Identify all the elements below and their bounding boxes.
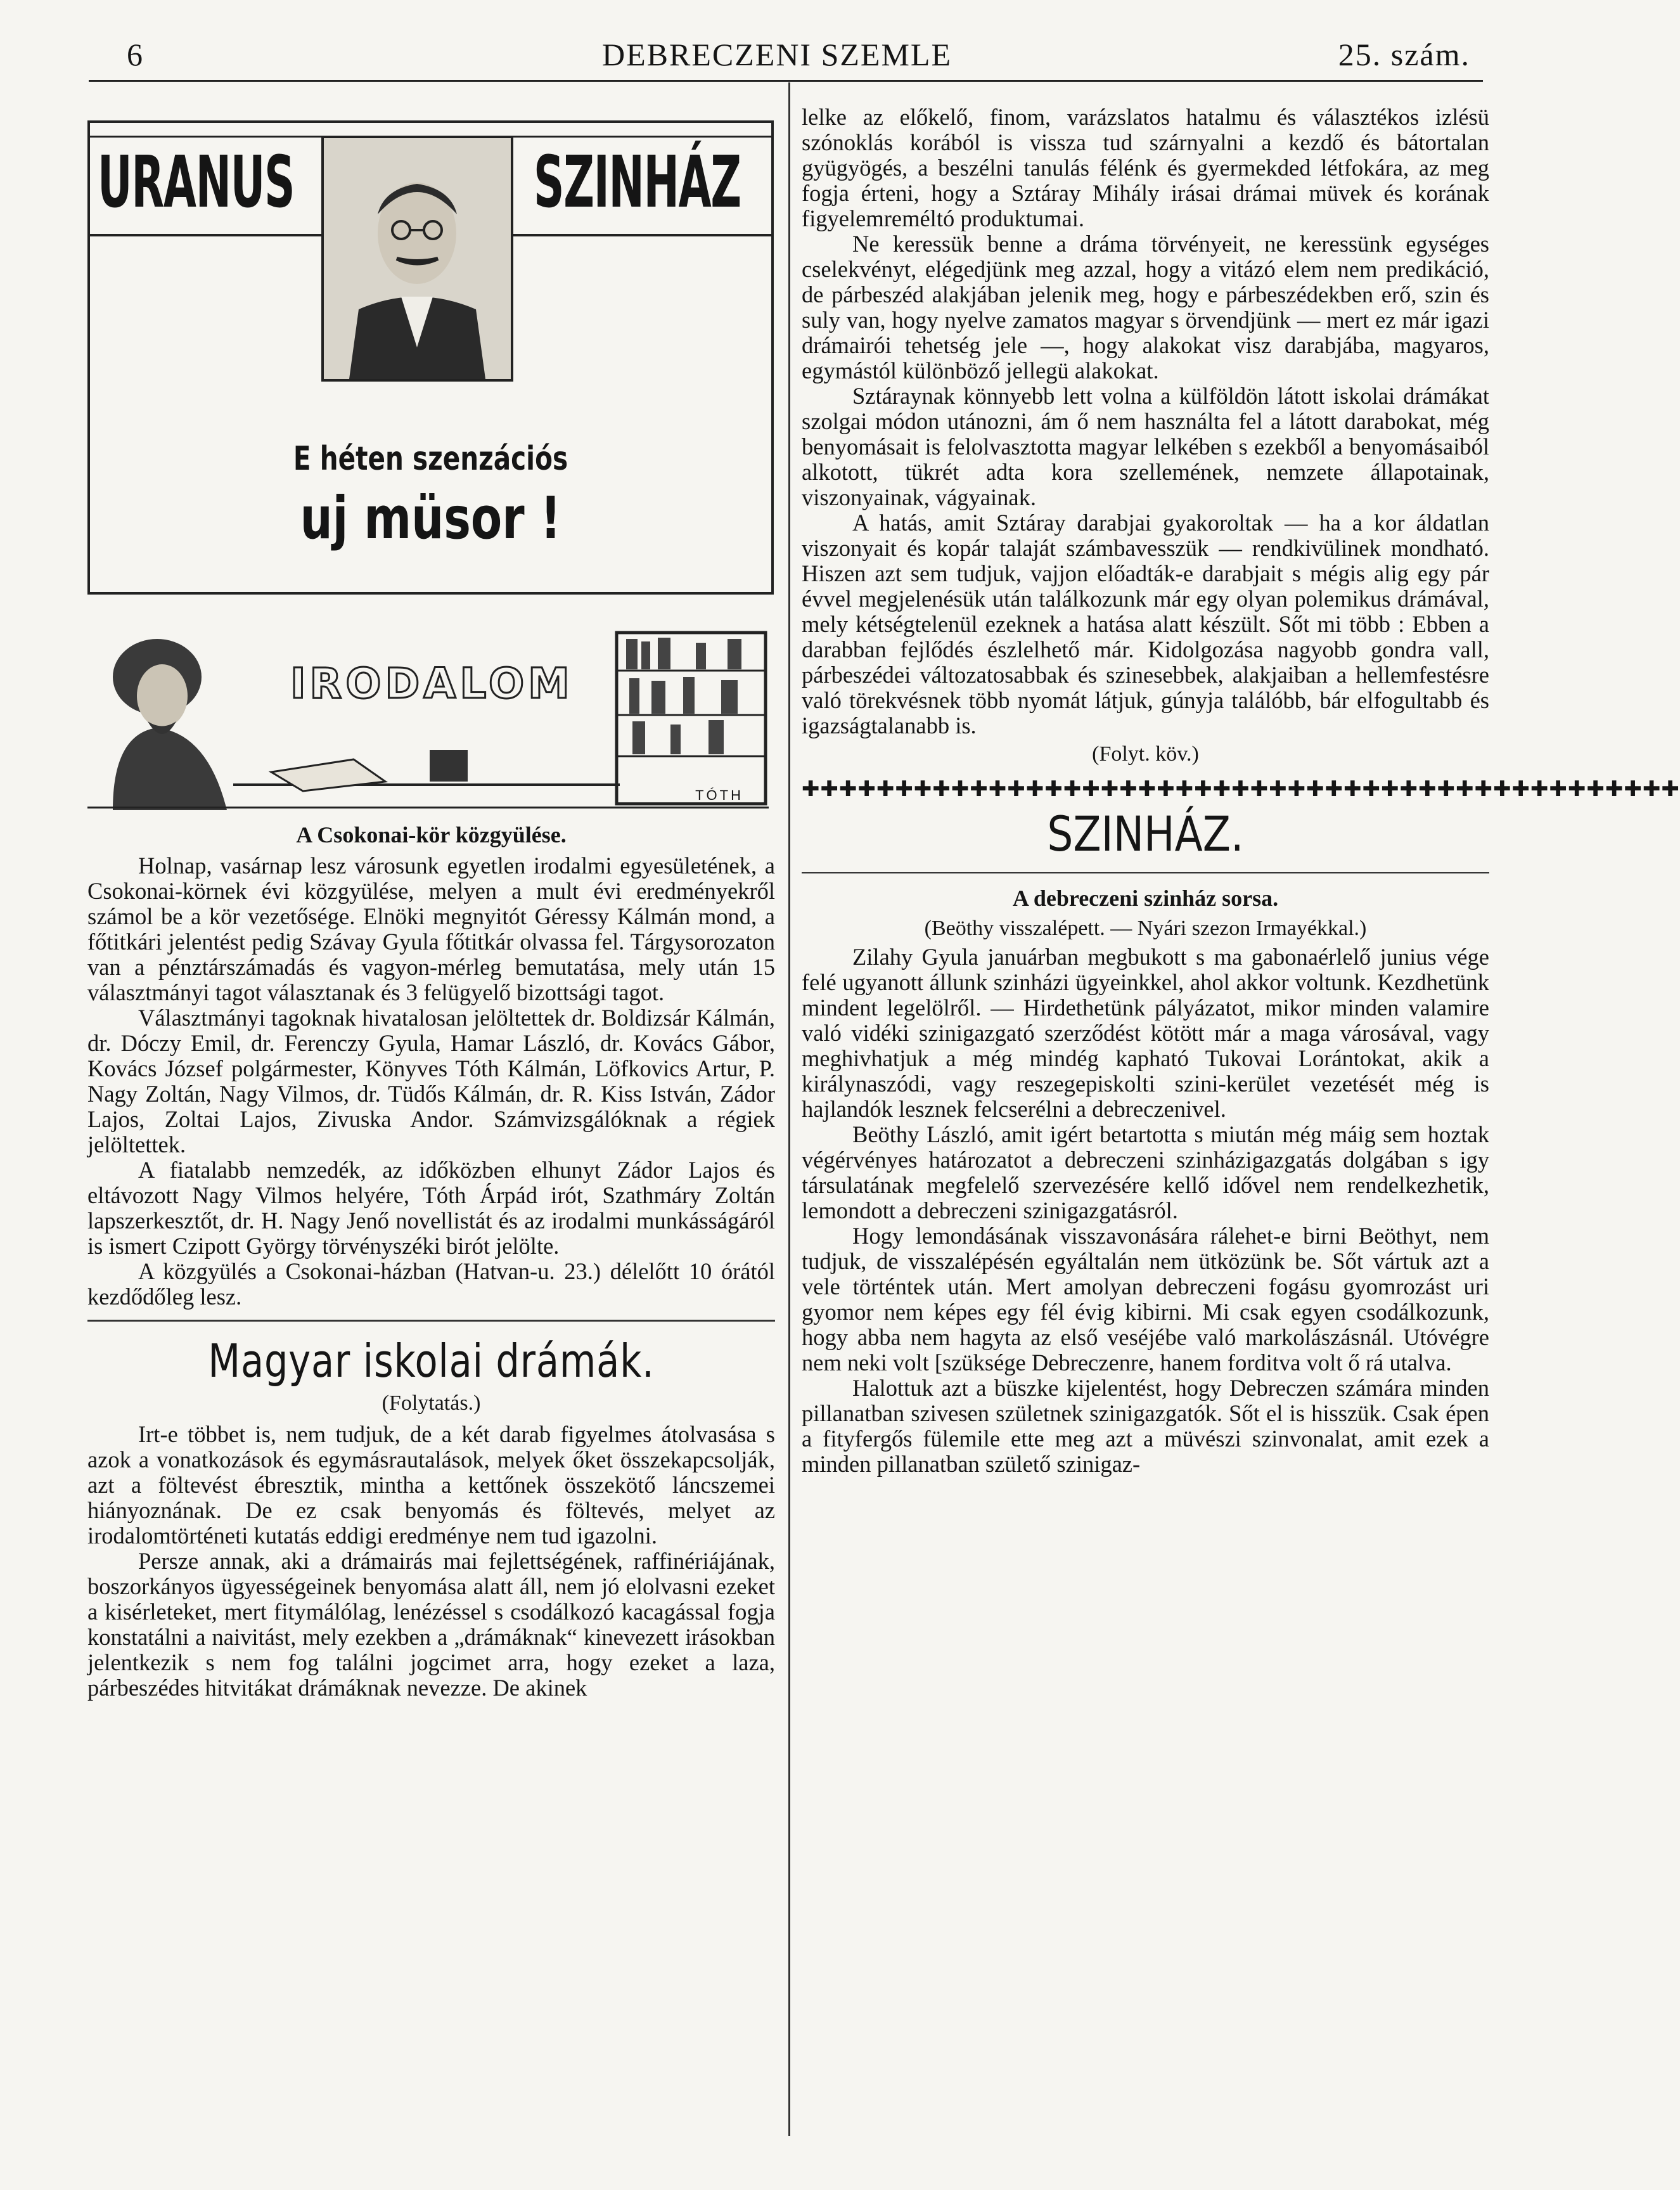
szinhaz-subheading: (Beöthy visszalépett. — Nyári szezon Irmayékkal.) bbox=[924, 917, 1367, 940]
ad-headline: uj müsor ! bbox=[300, 484, 561, 552]
ad-word-left: URANUS bbox=[98, 141, 295, 224]
szinhaz-paragraph: Zilahy Gyula januárban megbukott s ma gabonaérlelő junius vége felé ugyanott állunk szinházi ügyeinkkel, ahol akkor voltunk. Kezdhetünk mindent legelölről. — Hirdethetünk pályázatot, mikor minden valamire való vidéki szinigazgató szerződést kötött már a maga városával, vagy meghivhatjuk a még mindég kapható Tukovai Lorántokat, akik a királynaszódi, vagy reszegepiskolti szini-kerület vezetését még is hajlandók lesznek felcserélni a debreczenivel. bbox=[802, 944, 1489, 1122]
header-rule bbox=[89, 80, 1483, 82]
drama-paragraph: Ne keressük benne a dráma törvényeit, ne keressünk egységes cselekvényt, elégedjünk meg azzal, hogy a vitázó elem nem predikáció, de párbeszéd alakjában jelenik meg, hogy e párbeszédekben erő, szin és suly van, hogy nyelve zamatos magyar s örvendjünk — mert ez már igazi drámairói tehetség jele —, hogy alakokat visz darabjába, magyaros, egymástól különböző jellegü alakokat. bbox=[802, 231, 1489, 383]
csokonai-paragraph: Holnap, vasárnap lesz városunk egyetlen irodalmi egyesületének, a Csokonai-körnek évi közgyülése, melyen a mult évi eredményekről számol be a kör vezetősége. Elnöki megnyitót Géressy Kálmán mond, a főtitkári jelentést pedig Szávay Gyula főtitkár olvassa fel. Tárgysorozaton van a pénztárszámadás és vagyon-mérleg bemutatása, mely után 15 választmányi tagot választanak és 3 felügyelő bizottsági tagot. bbox=[87, 853, 775, 1005]
running-header bbox=[82, 29, 1470, 79]
drama-paragraph: Persze annak, aki a drámairás mai fejlettségének, raffinériájának, boszorkányos ügyességeinek benyomása alatt áll, nem jó elolvasni ezeket a kisérleteket, mert fitymálólag, lenézéssel s csodálkozó kacagással fogja konstatálni a naivitást, mely ezekben a „drámáknak“ kinevezett irásokban jelentkezik s nem fog találni jogcimet arra, hogy ezeket a laza, párbeszédes hitvitákat drámáknak nevezze. De akinek bbox=[87, 1548, 775, 1701]
ad-subtitle: E héten szenzációs bbox=[293, 440, 568, 478]
left-column bbox=[87, 95, 775, 1701]
banner-illustration bbox=[87, 620, 769, 810]
drama-paragraph: A hatás, amit Sztáray darabjai gyakoroltak — ha a kor áldatlan viszonyait és kopár talaját számbavesszük — rendkivülinek mondható. Hiszen azt sem tudjuk, vajjon előadták-e darabjait s mégis alig egy pár évvel megjelenésük után találkozunk már egy olyan polemikus drámával, mely kétségtelenül ezeknek a hatása alatt készült. Sőt mi több : Ebben a darabban fejlődés észlelhető már. Kidolgozása nagyobb gondra vall, párbeszédei változatosabbak és szinesebbek, alakjaiban a hellemfestésre való törekvésnek több nyomát látjuk, gúnyja találóbb, bár elfogultabb és igazságtalanabb is. bbox=[802, 510, 1489, 738]
szinhaz-heading: A debreczeni szinház sorsa. bbox=[1012, 886, 1279, 911]
journal-title: DEBRECZENI SZEMLE bbox=[602, 37, 952, 72]
cross-separator: ✚✚✚✚✚✚✚✚✚✚✚✚✚✚✚✚✚✚✚✚✚✚✚✚✚✚✚✚✚✚✚✚✚✚✚✚✚✚✚✚✚✚✚✚✚✚✚ bbox=[802, 776, 1680, 802]
column-rule bbox=[788, 82, 790, 2136]
ad-rule-left bbox=[90, 234, 321, 236]
portrait-photo bbox=[321, 136, 513, 382]
ad-rule-right bbox=[508, 234, 771, 236]
uranus-advertisement bbox=[87, 120, 774, 595]
szinhaz-paragraph: Halottuk azt a büszke kijelentést, hogy Debreczen számára minden pillanatban szivesen születnek szinigazgatók. Sőt el is hisszük. Csak épen a fityfergős fülemile ette meg azt a müvészi szinvonalat, amit ezek a minden pillanatban születő szinigaz- bbox=[802, 1375, 1489, 1477]
csokonai-paragraph: Választmányi tagoknak hivatalosan jelöltettek dr. Boldizsár Kálmán, dr. Dóczy Emil, dr. Ferenczy Gyula, Hamar László, dr. Kovács Gábor, Kovács József polgármester, Könyves Tóth Kálmán, Löfkovics Artur, P. Nagy Zoltán, Nagy Vilmos, dr. Tüdős Kálmán, dr. R. Kiss István, Zádor Lajos, Zoltai Lajos, Zivuska Andor. Számvizsgálóknak a régiek jelöltettek. bbox=[87, 1005, 775, 1157]
csokonai-heading: A Csokonai-kör közgyülése. bbox=[296, 822, 567, 847]
drama-paragraph: Irt-e többet is, nem tudjuk, de a két darab figyelmes átolvasása s azok a vonatkozások és egymásrautalások, melyek őket összekapcsolják, azt a föltevést ébresztik, mintha a kettőnek összekötő láncszemei hiányoznának. De ez csak benyomás és föltevés, melyet az irodalomtörténeti kutatás eddigi eredménye nem tud igazolni. bbox=[87, 1421, 775, 1549]
portrait-illustration bbox=[324, 138, 511, 379]
szinhaz-paragraph: Hogy lemondásának visszavonására rálehet-e birni Beöthyt, nem tudjuk, de visszalépésén egyáltalán nem ütközünk be. Sőt vártuk azt a vele történtek után. Mert amolyan debreczeni fogásu gyomrozást uri gyomor nem képes egy fél évig kibirni. Mi csak egyen csodálkozunk, hogy abba nem hagyta az első veséjébe való markolászásnál. Utóvégre nem neki volt [szüksége Debreczenre, hanem forditva volt ő rá utalva. bbox=[802, 1223, 1489, 1375]
issue-number: 25. szám. bbox=[1338, 37, 1470, 72]
drama-paragraph: Sztáraynak könnyebb lett volna a külföldön látott iskolai drámákat szolgai módon utánozni, ám ő nem használta fel a látott darabokat, még benyomásait is felolvasztotta magyar lelkében s ezekből a benyomásaiból alkotott, tükrét adta kora szellemének, nemzete állapotainak, viszonyainak, vágyainak. bbox=[802, 383, 1489, 510]
szinhaz-section-title: SZINHÁZ. bbox=[1047, 806, 1244, 862]
csokonai-paragraph: A fiatalabb nemzedék, az időközben elhunyt Zádor Lajos és eltávozott Nagy Vilmos helyére, Tóth Árpád irót, Szathmáry Zoltán lapszerkesztőt, dr. H. Nagy Jenő novellistát és az irodalmi munkásságáról is ismert Czipott György törvényszéki birót jelölte. bbox=[87, 1157, 775, 1259]
to-be-continued: (Folyt. köv.) bbox=[1092, 742, 1199, 766]
szinhaz-paragraph: Beöthy László, amit igért betartotta s miután még máig sem hoztak végérvényes határozatot a debreczeni szinházigazgatás dolgában s igy társulatának megfelelő szervezésére kellő idővel nem rendelkezhetik, lemondott a debreczeni szinigazgatásról. bbox=[802, 1121, 1489, 1223]
irodalom-banner bbox=[87, 620, 769, 810]
drama-paragraph: lelke az előkelő, finom, varázslatos hatalmu és választékos izlésü szónoklás korából is vissza tud szárnyalni a kezdő és bátortalan gyügyögés, a beszélni tanulás félénk és gyermekded létfokára, az meg fogja érteni, hogy a Sztáray Mihály irásai drámai müvek és korának figyelemreméltó produktumai. bbox=[802, 104, 1489, 231]
csokonai-paragraph: A közgyülés a Csokonai-házban (Hatvan-u. 23.) délelőtt 10 órától kezdődőleg lesz. bbox=[87, 1258, 775, 1310]
artist-signature: TÓTH bbox=[695, 787, 743, 803]
right-column bbox=[802, 104, 1680, 1477]
drama-heading: Magyar iskolai drámák. bbox=[208, 1334, 655, 1388]
drama-continued-note: (Folytatás.) bbox=[382, 1391, 481, 1415]
ad-word-right: SZINHÁZ bbox=[534, 141, 741, 224]
section-divider bbox=[802, 872, 1489, 873]
banner-word: IRODALOM bbox=[290, 659, 574, 708]
section-divider bbox=[87, 1320, 775, 1322]
page-number: 6 bbox=[127, 37, 144, 72]
